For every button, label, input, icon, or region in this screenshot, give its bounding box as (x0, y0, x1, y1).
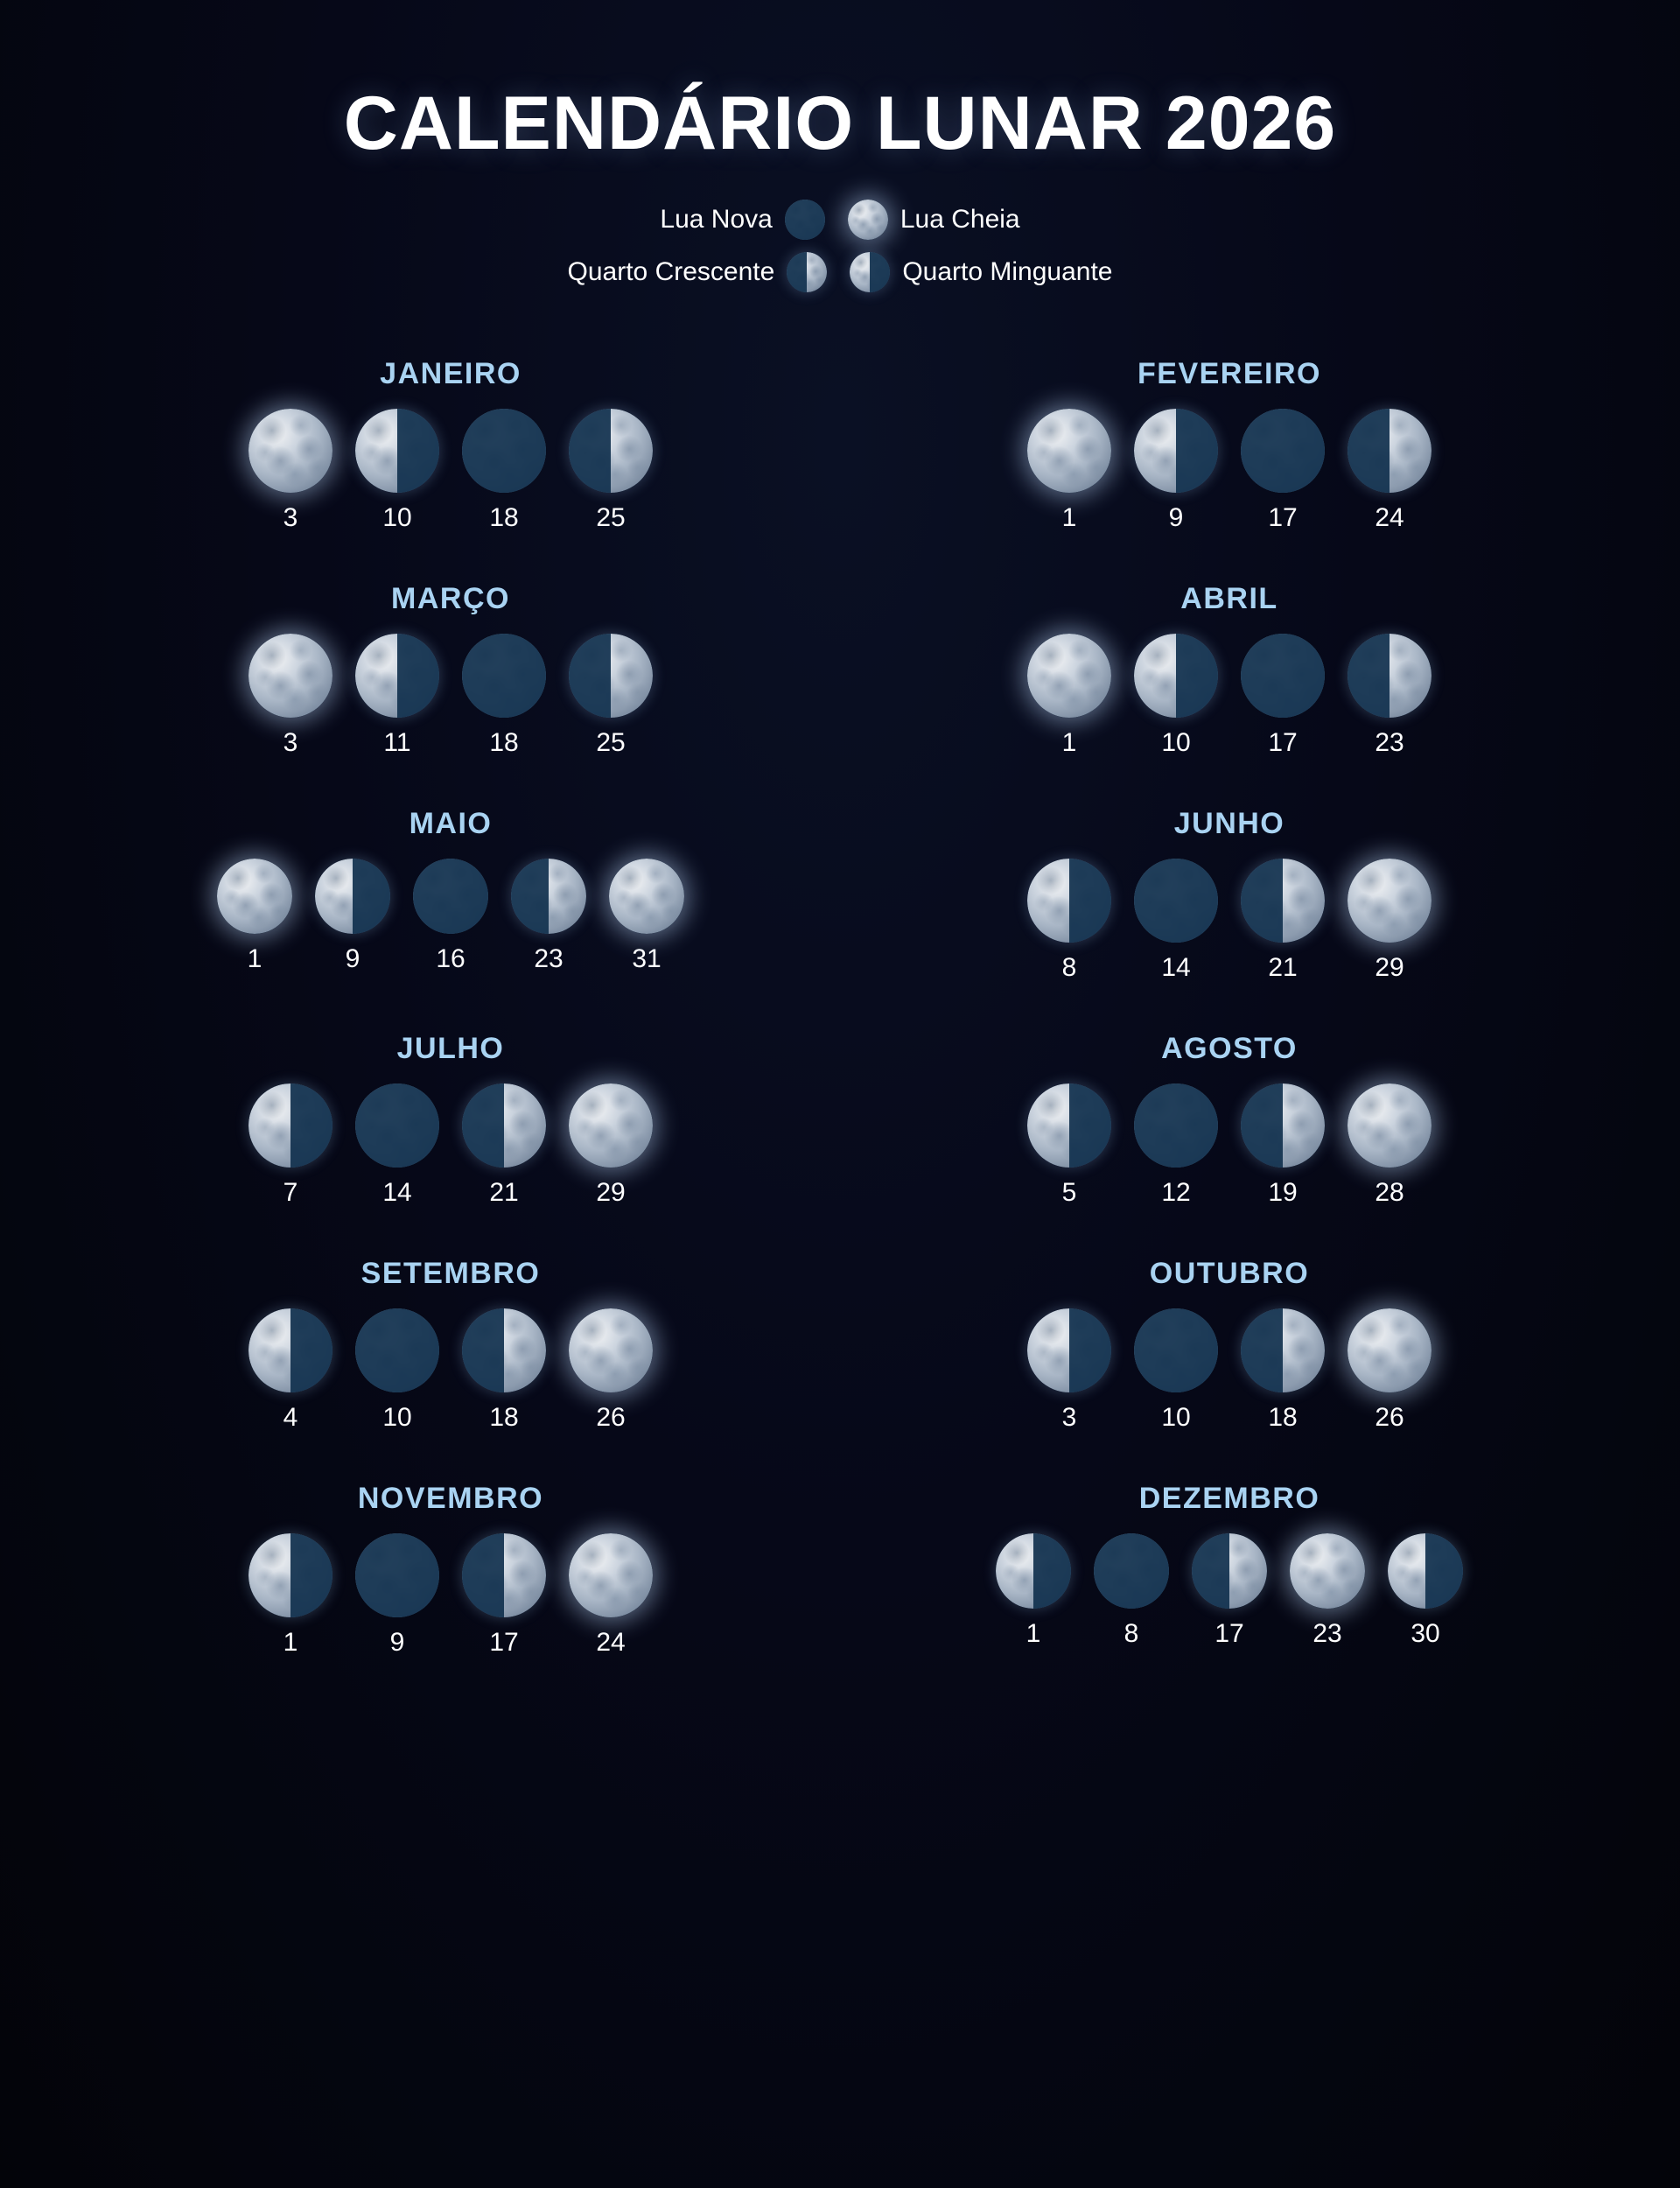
moon-phase-entry (248, 1083, 332, 1208)
full-moon-icon (248, 409, 332, 493)
moon-phase-entry (355, 409, 439, 533)
moon-phase-entry (1348, 409, 1432, 533)
new-moon-icon (1094, 1533, 1169, 1609)
month-name: SETEMBRO (360, 1257, 541, 1291)
legend-item-label: Quarto Crescente (567, 257, 775, 287)
moon-phase-entry (462, 409, 546, 533)
moon-phase-day: 8 (1124, 1619, 1139, 1649)
first-quarter-moon-icon (462, 1083, 546, 1168)
legend-row-2 (568, 252, 1113, 292)
moon-phase-entry (413, 859, 488, 974)
month-name: DEZEMBRO (1138, 1482, 1320, 1516)
month-phases (1027, 634, 1432, 758)
moon-shadow (462, 634, 546, 718)
moon-phase-day: 3 (283, 728, 298, 758)
new-moon-icon (462, 634, 546, 718)
moon-phase-entry (1134, 859, 1218, 983)
first-quarter-moon-icon (1241, 859, 1325, 943)
first-quarter-moon-icon (462, 1308, 546, 1392)
moon-phase-day: 17 (1268, 503, 1298, 533)
month-name: AGOSTO (1161, 1032, 1298, 1066)
moon-phase-entry (1348, 859, 1432, 983)
moon-phase-day: 9 (345, 944, 360, 974)
moon-shadow (785, 200, 825, 240)
month-phases (1027, 859, 1432, 983)
moon-shadow (1192, 1533, 1229, 1609)
month-block (858, 1257, 1601, 1433)
moon-craters (1348, 1308, 1432, 1392)
month-block (79, 807, 822, 983)
month-name: FEVEREIRO (1138, 357, 1321, 391)
moon-phase-day: 23 (534, 944, 564, 974)
last-quarter-moon-icon (1388, 1533, 1463, 1609)
moon-phase-entry (1241, 634, 1325, 758)
moon-phase-entry (1241, 859, 1325, 983)
moon-phase-entry (569, 1083, 653, 1208)
moon-phase-entry (1027, 859, 1111, 983)
new-moon-icon (355, 1308, 439, 1392)
moon-phase-entry (217, 859, 292, 974)
moon-phase-day: 10 (382, 503, 412, 533)
moon-phase-entry (355, 1083, 439, 1208)
moon-phase-entry (1241, 409, 1325, 533)
month-block (79, 357, 822, 533)
moon-craters (248, 409, 332, 493)
moon-shadow (1241, 409, 1325, 493)
new-moon-icon (1134, 1083, 1218, 1168)
first-quarter-moon-icon (1192, 1533, 1267, 1609)
month-phases (1027, 1308, 1432, 1433)
moon-phase-day: 11 (383, 728, 411, 758)
moon-shadow (1176, 634, 1218, 718)
legend-item (660, 200, 824, 240)
moon-shadow (1094, 1533, 1169, 1609)
month-name: MARÇO (391, 582, 510, 616)
new-moon-icon (355, 1533, 439, 1617)
new-moon-icon (1241, 409, 1325, 493)
moon-phase-entry (1134, 1083, 1218, 1208)
moon-phase-entry (248, 1533, 332, 1658)
moon-phase-entry (1094, 1533, 1169, 1649)
new-moon-icon (462, 409, 546, 493)
legend-item (850, 252, 1112, 292)
moon-shadow (1241, 1083, 1283, 1168)
full-moon-icon (1348, 1083, 1432, 1168)
moon-phase-entry (1134, 409, 1218, 533)
new-moon-icon (1134, 859, 1218, 943)
legend-item-label: Lua Cheia (900, 205, 1020, 235)
moon-shadow (1033, 1533, 1071, 1609)
moon-shadow (353, 859, 390, 934)
last-quarter-moon-icon (355, 409, 439, 493)
full-moon-icon (848, 200, 888, 240)
moon-phase-day: 8 (1061, 953, 1077, 983)
moon-craters (1290, 1533, 1365, 1609)
full-moon-icon (609, 859, 684, 934)
full-moon-icon (1290, 1533, 1365, 1609)
legend (79, 200, 1601, 292)
moon-phase-entry (1348, 1083, 1432, 1208)
month-phases (248, 409, 653, 533)
month-block (858, 1032, 1601, 1208)
legend-item (848, 200, 1020, 240)
first-quarter-moon-icon (787, 252, 827, 292)
moon-phase-day: 14 (382, 1178, 412, 1208)
moon-phase-entry (609, 859, 684, 974)
month-name: JANEIRO (380, 357, 522, 391)
full-moon-icon (569, 1533, 653, 1617)
moon-craters (1348, 1083, 1432, 1168)
moon-phase-day: 10 (1161, 728, 1191, 758)
month-block (79, 1032, 822, 1208)
moon-shadow (1069, 1308, 1111, 1392)
legend-row-1 (660, 200, 1019, 240)
moon-shadow (569, 409, 611, 493)
moon-shadow (1348, 634, 1390, 718)
last-quarter-moon-icon (315, 859, 390, 934)
month-name: JUNHO (1173, 807, 1285, 841)
moon-phase-entry (1290, 1533, 1365, 1649)
legend-item-label: Lua Nova (660, 205, 773, 235)
moon-craters (569, 1308, 653, 1392)
moon-phase-day: 21 (1268, 953, 1298, 983)
moon-phase-entry (355, 1533, 439, 1658)
last-quarter-moon-icon (1134, 634, 1218, 718)
moon-phase-day: 9 (1168, 503, 1184, 533)
month-name: MAIO (409, 807, 493, 841)
moon-phase-day: 25 (596, 728, 626, 758)
last-quarter-moon-icon (1134, 409, 1218, 493)
moon-phase-entry (1348, 634, 1432, 758)
moon-shadow (290, 1308, 332, 1392)
moon-phase-day: 18 (489, 503, 519, 533)
first-quarter-moon-icon (462, 1533, 546, 1617)
moon-phase-entry (355, 1308, 439, 1433)
new-moon-icon (785, 200, 825, 240)
moon-phase-day: 17 (489, 1628, 519, 1658)
moon-shadow (1134, 1308, 1218, 1392)
moon-shadow (1241, 859, 1283, 943)
month-name: JULHO (396, 1032, 505, 1066)
moon-phase-day: 1 (1061, 503, 1077, 533)
month-block (858, 1482, 1601, 1658)
first-quarter-moon-icon (1241, 1308, 1325, 1392)
moon-shadow (290, 1083, 332, 1168)
full-moon-icon (1348, 1308, 1432, 1392)
moon-phase-day: 18 (1268, 1403, 1298, 1433)
moon-phase-entry (248, 409, 332, 533)
moon-phase-entry (1348, 1308, 1432, 1433)
first-quarter-moon-icon (1348, 409, 1432, 493)
moon-phase-entry (511, 859, 586, 974)
last-quarter-moon-icon (355, 634, 439, 718)
last-quarter-moon-icon (248, 1083, 332, 1168)
last-quarter-moon-icon (248, 1308, 332, 1392)
moon-phase-day: 26 (596, 1403, 626, 1433)
last-quarter-moon-icon (996, 1533, 1071, 1609)
new-moon-icon (1134, 1308, 1218, 1392)
first-quarter-moon-icon (569, 634, 653, 718)
moon-phase-day: 21 (489, 1178, 519, 1208)
month-phases (1027, 409, 1432, 533)
moon-shadow (511, 859, 549, 934)
moon-phase-entry (248, 634, 332, 758)
new-moon-icon (1241, 634, 1325, 718)
moon-shadow (397, 634, 439, 718)
moon-shadow (870, 252, 890, 292)
moon-phase-entry (1388, 1533, 1463, 1649)
last-quarter-moon-icon (248, 1533, 332, 1617)
moon-phase-day: 1 (283, 1628, 298, 1658)
month-block (858, 582, 1601, 758)
moon-phase-day: 10 (382, 1403, 412, 1433)
moon-phase-day: 23 (1312, 1619, 1342, 1649)
moon-phase-day: 18 (489, 1403, 519, 1433)
moon-phase-entry (462, 1308, 546, 1433)
moon-phase-entry (569, 409, 653, 533)
month-block (858, 357, 1601, 533)
moon-shadow (462, 1083, 504, 1168)
moon-craters (609, 859, 684, 934)
moon-craters (1348, 859, 1432, 943)
last-quarter-moon-icon (1027, 1083, 1111, 1168)
moon-phase-day: 9 (389, 1628, 405, 1658)
moon-phase-day: 19 (1268, 1178, 1298, 1208)
moon-shadow (1425, 1533, 1463, 1609)
moon-phase-entry (355, 634, 439, 758)
moon-phase-entry (1027, 1083, 1111, 1208)
moon-phase-entry (462, 1533, 546, 1658)
legend-item (568, 252, 828, 292)
moon-craters (217, 859, 292, 934)
month-name: NOVEMBRO (357, 1482, 544, 1516)
month-phases (248, 1083, 653, 1208)
moon-phase-entry (569, 634, 653, 758)
moon-phase-entry (1241, 1308, 1325, 1433)
moon-shadow (355, 1308, 439, 1392)
moon-shadow (787, 252, 807, 292)
moon-phase-entry (462, 634, 546, 758)
moon-shadow (1069, 1083, 1111, 1168)
moon-phase-entry (569, 1533, 653, 1658)
moon-shadow (1134, 1083, 1218, 1168)
moon-phase-day: 7 (283, 1178, 298, 1208)
moon-shadow (290, 1533, 332, 1617)
page-title: CALENDÁRIO LUNAR 2026 (343, 81, 1337, 165)
moon-phase-entry (569, 1308, 653, 1433)
moon-craters (848, 200, 888, 240)
month-block (79, 1482, 822, 1658)
moon-phase-day: 25 (596, 503, 626, 533)
moon-craters (569, 1533, 653, 1617)
moon-phase-day: 29 (1375, 953, 1404, 983)
full-moon-icon (1027, 634, 1111, 718)
moon-craters (569, 1083, 653, 1168)
last-quarter-moon-icon (1027, 859, 1111, 943)
moon-shadow (355, 1083, 439, 1168)
month-phases (217, 859, 684, 974)
first-quarter-moon-icon (511, 859, 586, 934)
full-moon-icon (569, 1083, 653, 1168)
full-moon-icon (1027, 409, 1111, 493)
new-moon-icon (413, 859, 488, 934)
moon-shadow (397, 409, 439, 493)
moon-phase-day: 12 (1161, 1178, 1191, 1208)
moon-phase-day: 17 (1214, 1619, 1244, 1649)
month-phases (996, 1533, 1463, 1649)
moon-phase-day: 24 (1375, 503, 1404, 533)
moon-phase-day: 1 (247, 944, 262, 974)
moon-shadow (1348, 409, 1390, 493)
moon-phase-day: 28 (1375, 1178, 1404, 1208)
moon-phase-entry (1134, 1308, 1218, 1433)
moon-shadow (1134, 859, 1218, 943)
last-quarter-moon-icon (850, 252, 890, 292)
moon-shadow (462, 1533, 504, 1617)
first-quarter-moon-icon (1348, 634, 1432, 718)
month-phases (248, 1308, 653, 1433)
legend-item-label: Quarto Minguante (902, 257, 1113, 287)
last-quarter-moon-icon (1027, 1308, 1111, 1392)
moon-shadow (1176, 409, 1218, 493)
moon-phase-day: 26 (1375, 1403, 1404, 1433)
full-moon-icon (569, 1308, 653, 1392)
month-name: OUTUBRO (1149, 1257, 1310, 1291)
moon-phase-entry (248, 1308, 332, 1433)
months-grid (79, 357, 1601, 2153)
moon-phase-day: 31 (632, 944, 662, 974)
moon-phase-day: 10 (1161, 1403, 1191, 1433)
moon-phase-day: 1 (1061, 728, 1077, 758)
moon-craters (1027, 634, 1111, 718)
moon-phase-day: 24 (596, 1628, 626, 1658)
moon-phase-entry (1027, 1308, 1111, 1433)
month-name: ABRIL (1180, 582, 1278, 616)
month-phases (1027, 1083, 1432, 1208)
moon-phase-day: 3 (283, 503, 298, 533)
moon-shadow (1069, 859, 1111, 943)
moon-phase-entry (1027, 409, 1111, 533)
moon-phase-entry (1241, 1083, 1325, 1208)
first-quarter-moon-icon (569, 409, 653, 493)
moon-shadow (413, 859, 488, 934)
moon-phase-day: 30 (1410, 1619, 1440, 1649)
moon-phase-entry (462, 1083, 546, 1208)
moon-phase-day: 4 (283, 1403, 298, 1433)
month-block (79, 1257, 822, 1433)
moon-phase-day: 3 (1061, 1403, 1077, 1433)
moon-shadow (1241, 1308, 1283, 1392)
moon-phase-day: 1 (1026, 1619, 1041, 1649)
moon-phase-day: 18 (489, 728, 519, 758)
moon-phase-entry (1134, 634, 1218, 758)
moon-shadow (462, 1308, 504, 1392)
month-phases (248, 634, 653, 758)
moon-phase-day: 14 (1161, 953, 1191, 983)
moon-craters (1027, 409, 1111, 493)
moon-phase-entry (315, 859, 390, 974)
moon-phase-entry (996, 1533, 1071, 1649)
moon-phase-day: 23 (1375, 728, 1404, 758)
month-block (858, 807, 1601, 983)
moon-phase-day: 29 (596, 1178, 626, 1208)
full-moon-icon (217, 859, 292, 934)
moon-shadow (1241, 634, 1325, 718)
full-moon-icon (1348, 859, 1432, 943)
moon-shadow (462, 409, 546, 493)
moon-phase-day: 16 (436, 944, 466, 974)
moon-phase-day: 5 (1061, 1178, 1077, 1208)
first-quarter-moon-icon (1241, 1083, 1325, 1168)
full-moon-icon (248, 634, 332, 718)
moon-phase-entry (1027, 634, 1111, 758)
moon-phase-entry (1192, 1533, 1267, 1649)
moon-craters (248, 634, 332, 718)
new-moon-icon (355, 1083, 439, 1168)
moon-phase-day: 17 (1268, 728, 1298, 758)
moon-shadow (355, 1533, 439, 1617)
month-phases (248, 1533, 653, 1658)
month-block (79, 582, 822, 758)
moon-shadow (569, 634, 611, 718)
